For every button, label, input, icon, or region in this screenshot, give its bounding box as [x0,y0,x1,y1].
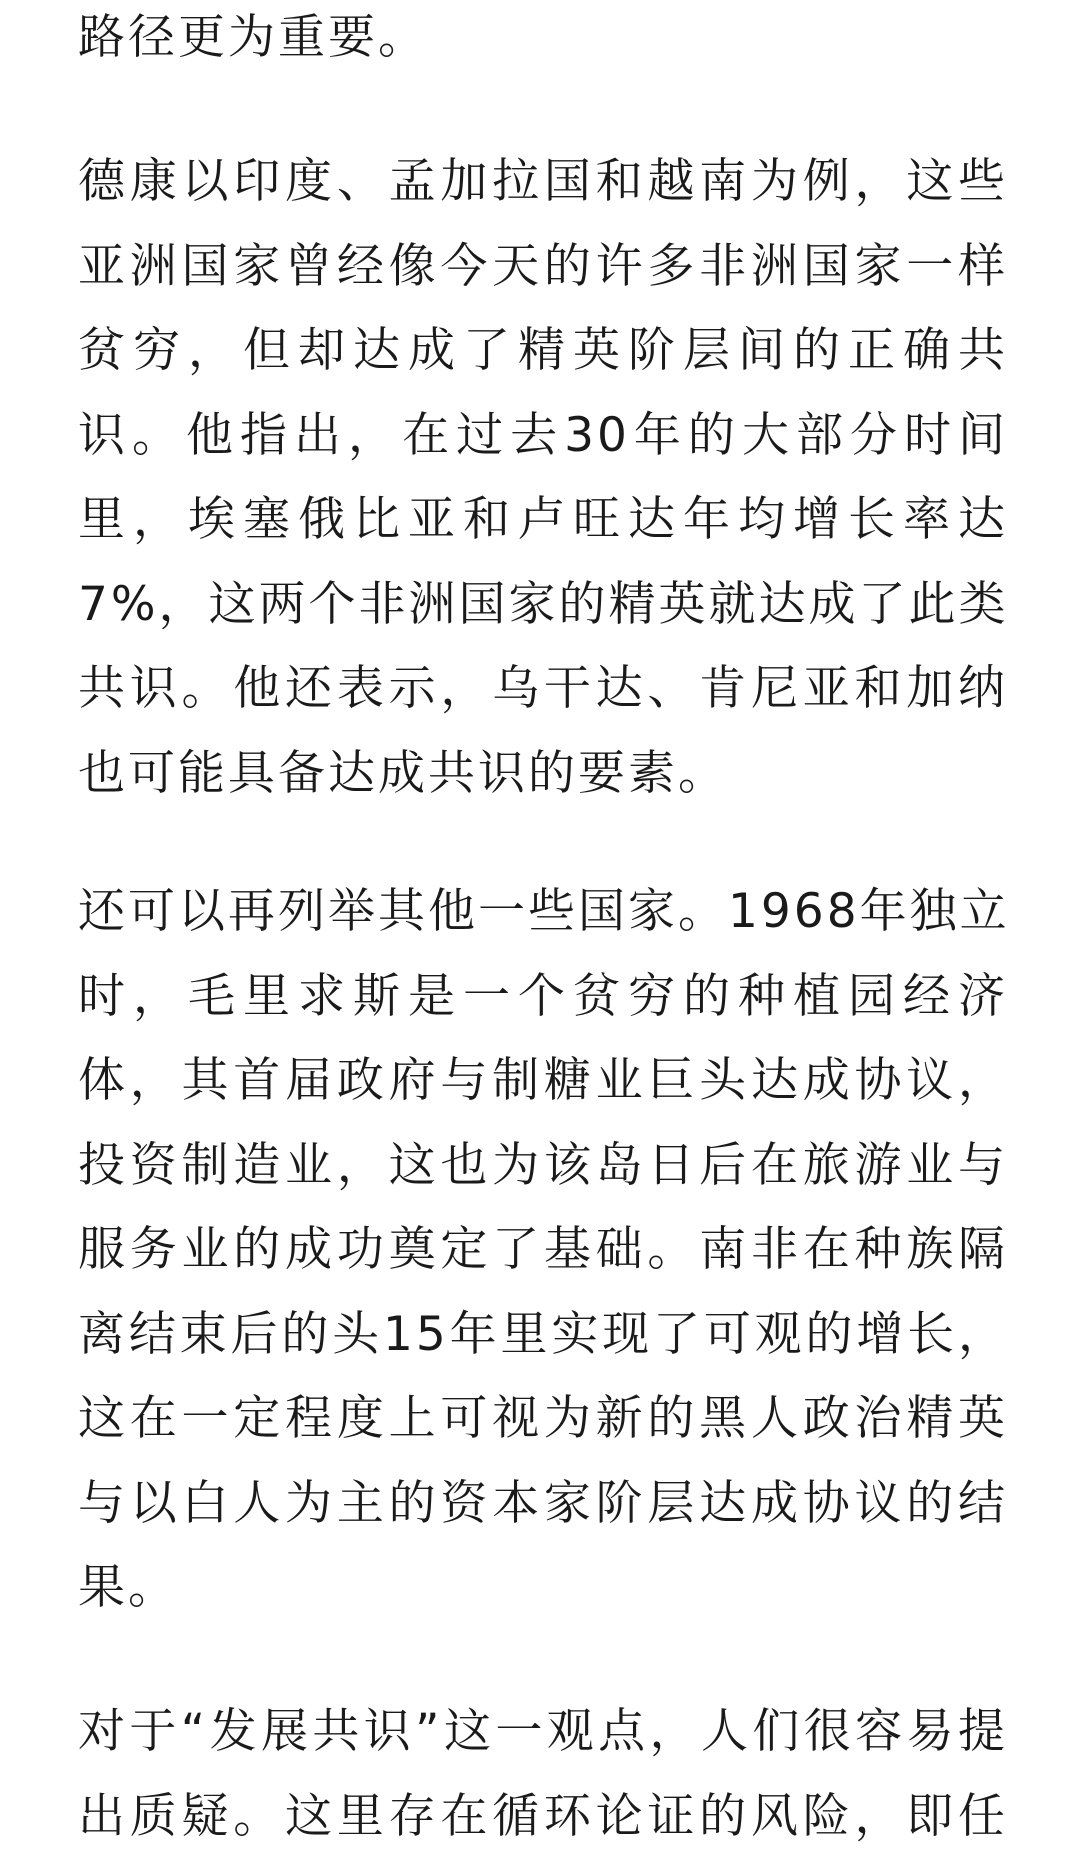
text-line: 德康以印度、孟加拉国和越南为例，这些 [78,140,1008,225]
text-line: 路径更为重要。 [78,0,1008,81]
text-line: 时，毛里求斯是一个贫穷的种植园经济 [78,955,1008,1040]
text-line: 共识。他还表示，乌干达、肯尼亚和加纳 [78,647,1008,732]
text-line: 体，其首届政府与制糖业巨头达成协议， [78,1039,1008,1124]
text-line: 果。 [78,1546,1008,1631]
text-line: 投资制造业，这也为该岛日后在旅游业与 [78,1124,1008,1209]
text-line: 对于“发展共识”这一观点，人们很容易提 [78,1690,1008,1775]
text-line: 贫穷，但却达成了精英阶层间的正确共 [78,309,1008,394]
paragraph-1 [78,0,1008,81]
text-line: 识。他指出，在过去30年的大部分时间 [78,394,1008,479]
text-line: 也可能具备达成共识的要素。 [78,732,1008,817]
text-line: 离结束后的头15年里实现了可观的增长， [78,1293,1008,1378]
paragraph-3 [78,870,1008,1631]
text-line: 与以白人为主的资本家阶层达成协议的结 [78,1462,1008,1547]
paragraph-4 [78,1690,1008,1859]
text-line: 7%，这两个非洲国家的精英就达成了此类 [78,563,1008,648]
text-line: 还可以再列举其他一些国家。1968年独立 [78,870,1008,955]
paragraph-2 [78,140,1008,816]
text-line: 里，埃塞俄比亚和卢旺达年均增长率达 [78,478,1008,563]
text-line: 亚洲国家曾经像今天的许多非洲国家一样 [78,225,1008,310]
text-line: 出质疑。这里存在循环论证的风险，即任 [78,1775,1008,1859]
text-line: 这在一定程度上可视为新的黑人政治精英 [78,1377,1008,1462]
text-line: 服务业的成功奠定了基础。南非在种族隔 [78,1208,1008,1293]
